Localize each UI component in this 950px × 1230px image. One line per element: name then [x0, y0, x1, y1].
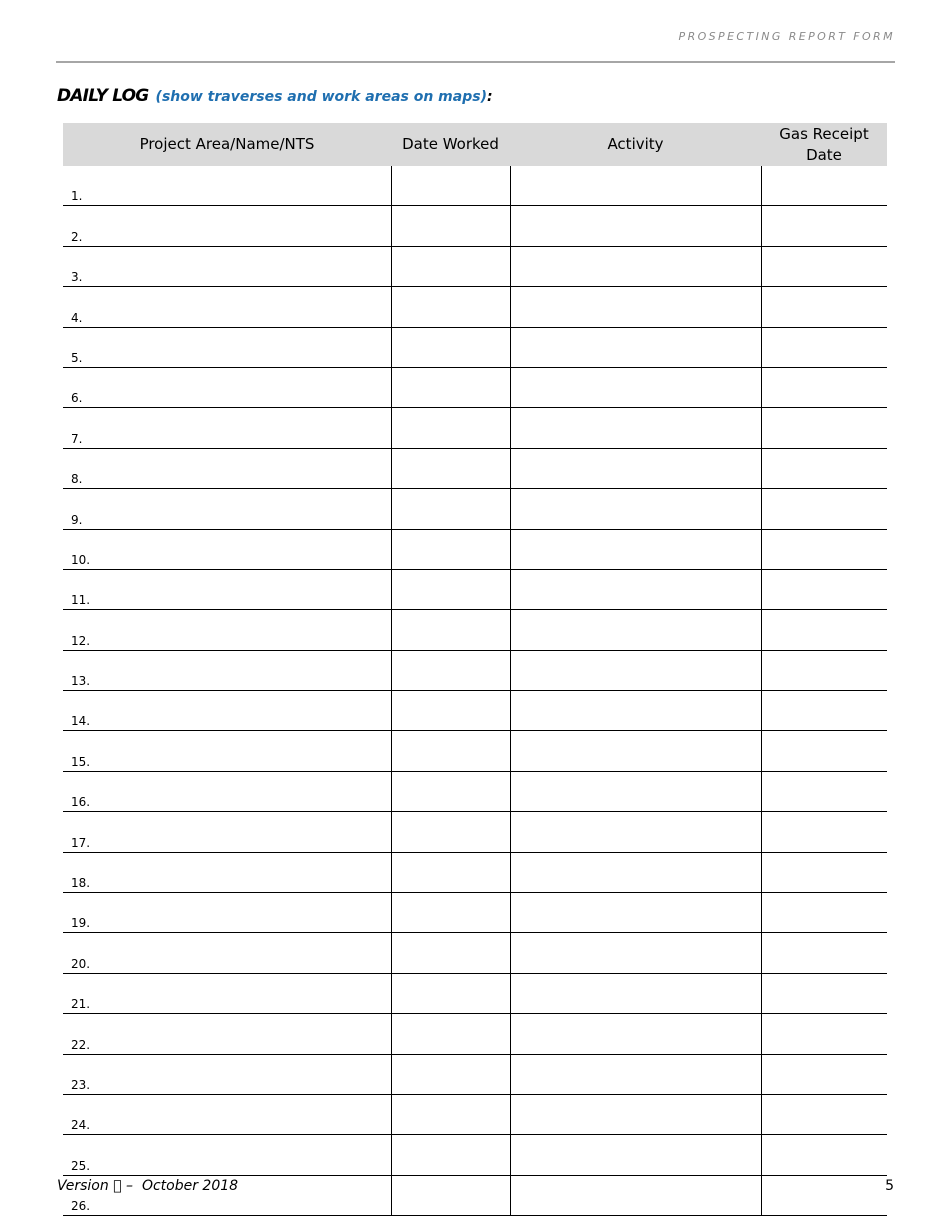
- table-row: [63, 1014, 887, 1054]
- column-header-date-worked: [391, 123, 510, 166]
- column-header-date-worked-label: Date Worked: [402, 135, 499, 153]
- gas-receipt-date-cell[interactable]: [761, 489, 887, 529]
- table-row: [63, 1094, 887, 1134]
- project-cell[interactable]: [63, 731, 391, 771]
- date-worked-cell[interactable]: [391, 1135, 510, 1175]
- gas-receipt-date-cell[interactable]: [761, 973, 887, 1013]
- table-row: [63, 933, 887, 973]
- date-worked-cell[interactable]: [391, 1014, 510, 1054]
- activity-cell[interactable]: [510, 1054, 761, 1094]
- row-number: 23.: [71, 1077, 91, 1092]
- gas-receipt-date-cell[interactable]: [761, 448, 887, 488]
- column-header-activity: [510, 123, 761, 166]
- date-worked-cell[interactable]: [391, 489, 510, 529]
- row-number: 7.: [71, 431, 83, 446]
- row-number: 26.: [71, 1199, 91, 1214]
- section-subtitle: (show traverses and work areas on maps): [155, 89, 487, 105]
- project-cell[interactable]: [63, 529, 391, 569]
- column-header-gas-receipt-date-label: Gas Receipt Date: [779, 124, 869, 164]
- page-number: 5: [885, 1178, 894, 1194]
- row-number: 8.: [71, 472, 83, 487]
- activity-cell[interactable]: [510, 246, 761, 286]
- date-worked-cell[interactable]: [391, 933, 510, 973]
- gas-receipt-date-cell[interactable]: [761, 327, 887, 367]
- table-row: [63, 246, 887, 286]
- gas-receipt-date-cell[interactable]: [761, 1135, 887, 1175]
- activity-cell[interactable]: [510, 1175, 761, 1215]
- gas-receipt-date-cell[interactable]: [761, 650, 887, 690]
- table-row: [63, 771, 887, 811]
- header-rule: [56, 61, 895, 63]
- table-row: [63, 206, 887, 246]
- project-cell[interactable]: [63, 812, 391, 852]
- project-cell[interactable]: [63, 448, 391, 488]
- gas-receipt-date-cell[interactable]: [761, 812, 887, 852]
- table-row: [63, 448, 887, 488]
- date-worked-cell[interactable]: [391, 1054, 510, 1094]
- gas-receipt-date-cell[interactable]: [761, 246, 887, 286]
- table-row: [63, 1135, 887, 1175]
- project-cell[interactable]: [63, 489, 391, 529]
- column-header-project: [63, 123, 391, 166]
- table-row: [63, 973, 887, 1013]
- date-worked-cell[interactable]: [391, 650, 510, 690]
- table-row: [63, 610, 887, 650]
- date-worked-cell[interactable]: [391, 1094, 510, 1134]
- row-number: 21.: [71, 997, 91, 1012]
- activity-cell[interactable]: [510, 529, 761, 569]
- activity-cell[interactable]: [510, 812, 761, 852]
- activity-cell[interactable]: [510, 569, 761, 609]
- gas-receipt-date-cell[interactable]: [761, 408, 887, 448]
- gas-receipt-date-cell[interactable]: [761, 1175, 887, 1215]
- row-number: 24.: [71, 1118, 91, 1133]
- activity-cell[interactable]: [510, 166, 761, 206]
- gas-receipt-date-cell[interactable]: [761, 852, 887, 892]
- project-cell[interactable]: [63, 1094, 391, 1134]
- project-cell[interactable]: [63, 367, 391, 407]
- gas-receipt-date-cell[interactable]: [761, 893, 887, 933]
- column-header-activity-label: Activity: [607, 135, 664, 153]
- project-cell[interactable]: [63, 893, 391, 933]
- project-cell[interactable]: [63, 691, 391, 731]
- project-cell[interactable]: [63, 610, 391, 650]
- gas-receipt-date-cell[interactable]: [761, 287, 887, 327]
- date-worked-cell[interactable]: [391, 771, 510, 811]
- activity-cell[interactable]: [510, 1135, 761, 1175]
- row-number: 16.: [71, 795, 91, 810]
- row-number: 6.: [71, 391, 83, 406]
- project-cell[interactable]: [63, 327, 391, 367]
- project-cell[interactable]: [63, 206, 391, 246]
- gas-receipt-date-cell[interactable]: [761, 1054, 887, 1094]
- date-worked-cell[interactable]: [391, 367, 510, 407]
- row-number: 25.: [71, 1158, 91, 1173]
- activity-cell[interactable]: [510, 852, 761, 892]
- table-row: [63, 1054, 887, 1094]
- project-cell[interactable]: [63, 852, 391, 892]
- row-number: 19.: [71, 916, 91, 931]
- activity-cell[interactable]: [510, 408, 761, 448]
- activity-cell[interactable]: [510, 206, 761, 246]
- date-worked-cell[interactable]: [391, 529, 510, 569]
- activity-cell[interactable]: [510, 731, 761, 771]
- gas-receipt-date-cell[interactable]: [761, 691, 887, 731]
- date-worked-cell[interactable]: [391, 569, 510, 609]
- date-worked-cell[interactable]: [391, 408, 510, 448]
- row-number: 9.: [71, 512, 83, 527]
- activity-cell[interactable]: [510, 610, 761, 650]
- table-row: [63, 893, 887, 933]
- gas-receipt-date-cell[interactable]: [761, 529, 887, 569]
- date-worked-cell[interactable]: [391, 246, 510, 286]
- section-heading: [57, 86, 493, 106]
- date-worked-cell[interactable]: [391, 610, 510, 650]
- form-title: PROSPECTING REPORT FORM: [678, 30, 895, 43]
- activity-cell[interactable]: [510, 771, 761, 811]
- project-cell[interactable]: [63, 973, 391, 1013]
- table-row: [63, 408, 887, 448]
- row-number: 14.: [71, 714, 91, 729]
- activity-cell[interactable]: [510, 489, 761, 529]
- activity-cell[interactable]: [510, 973, 761, 1013]
- project-cell[interactable]: [63, 933, 391, 973]
- row-number: 17.: [71, 835, 91, 850]
- table-row: [63, 367, 887, 407]
- date-worked-cell[interactable]: [391, 852, 510, 892]
- project-cell[interactable]: [63, 771, 391, 811]
- column-header-project-label: Project Area/Name/NTS: [139, 135, 315, 153]
- date-worked-cell[interactable]: [391, 691, 510, 731]
- project-cell[interactable]: [63, 1054, 391, 1094]
- column-header-gas-receipt-date: [761, 123, 887, 166]
- row-number: 18.: [71, 876, 91, 891]
- gas-receipt-date-cell[interactable]: [761, 731, 887, 771]
- table-row: [63, 691, 887, 731]
- activity-cell[interactable]: [510, 893, 761, 933]
- gas-receipt-date-cell[interactable]: [761, 1094, 887, 1134]
- gas-receipt-date-cell[interactable]: [761, 367, 887, 407]
- activity-cell[interactable]: [510, 367, 761, 407]
- table-row: [63, 529, 887, 569]
- table-row: [63, 327, 887, 367]
- activity-cell[interactable]: [510, 1094, 761, 1134]
- gas-receipt-date-cell[interactable]: [761, 933, 887, 973]
- date-worked-cell[interactable]: [391, 973, 510, 1013]
- row-number: 12.: [71, 633, 91, 648]
- footer-version: Version – October 2018: [57, 1178, 235, 1194]
- project-cell[interactable]: [63, 408, 391, 448]
- date-worked-cell[interactable]: [391, 166, 510, 206]
- activity-cell[interactable]: [510, 287, 761, 327]
- table-row: [63, 812, 887, 852]
- gas-receipt-date-cell[interactable]: [761, 610, 887, 650]
- gas-receipt-date-cell[interactable]: [761, 206, 887, 246]
- daily-log-table: [63, 123, 887, 1216]
- date-worked-cell[interactable]: [391, 327, 510, 367]
- date-worked-cell[interactable]: [391, 206, 510, 246]
- row-number: 22.: [71, 1037, 91, 1052]
- row-number: 20.: [71, 956, 91, 971]
- project-cell[interactable]: [63, 650, 391, 690]
- row-number: 4.: [71, 310, 83, 325]
- gas-receipt-date-cell[interactable]: [761, 166, 887, 206]
- section-colon: :: [486, 89, 493, 105]
- row-number: 2.: [71, 229, 83, 244]
- project-cell[interactable]: [63, 166, 391, 206]
- table-row: [63, 569, 887, 609]
- activity-cell[interactable]: [510, 1014, 761, 1054]
- table-row: [63, 166, 887, 206]
- activity-cell[interactable]: [510, 448, 761, 488]
- gas-receipt-date-cell[interactable]: [761, 569, 887, 609]
- table-body: [63, 166, 887, 1216]
- section-title: DAILY LOG: [57, 86, 149, 106]
- row-number: 3.: [71, 270, 83, 285]
- date-worked-cell[interactable]: [391, 812, 510, 852]
- project-cell[interactable]: [63, 287, 391, 327]
- table-row: [63, 489, 887, 529]
- row-number: 10.: [71, 552, 91, 567]
- row-number: 5.: [71, 350, 83, 365]
- row-number: 13.: [71, 674, 91, 689]
- date-worked-cell[interactable]: [391, 1175, 510, 1215]
- row-number: 15.: [71, 754, 91, 769]
- project-cell[interactable]: [63, 1135, 391, 1175]
- row-number: 11.: [71, 593, 91, 608]
- date-worked-cell[interactable]: [391, 287, 510, 327]
- project-cell[interactable]: [63, 569, 391, 609]
- date-worked-cell[interactable]: [391, 893, 510, 933]
- activity-cell[interactable]: [510, 327, 761, 367]
- table-header-row: [63, 123, 887, 166]
- table-row: [63, 650, 887, 690]
- date-worked-cell[interactable]: [391, 448, 510, 488]
- gas-receipt-date-cell[interactable]: [761, 1014, 887, 1054]
- project-cell[interactable]: [63, 1014, 391, 1054]
- activity-cell[interactable]: [510, 650, 761, 690]
- date-worked-cell[interactable]: [391, 731, 510, 771]
- table-row: [63, 731, 887, 771]
- table-row: [63, 852, 887, 892]
- activity-cell[interactable]: [510, 933, 761, 973]
- table-row: [63, 287, 887, 327]
- project-cell[interactable]: [63, 246, 391, 286]
- page-header: [56, 30, 895, 48]
- activity-cell[interactable]: [510, 691, 761, 731]
- gas-receipt-date-cell[interactable]: [761, 771, 887, 811]
- row-number: 1.: [71, 189, 83, 204]
